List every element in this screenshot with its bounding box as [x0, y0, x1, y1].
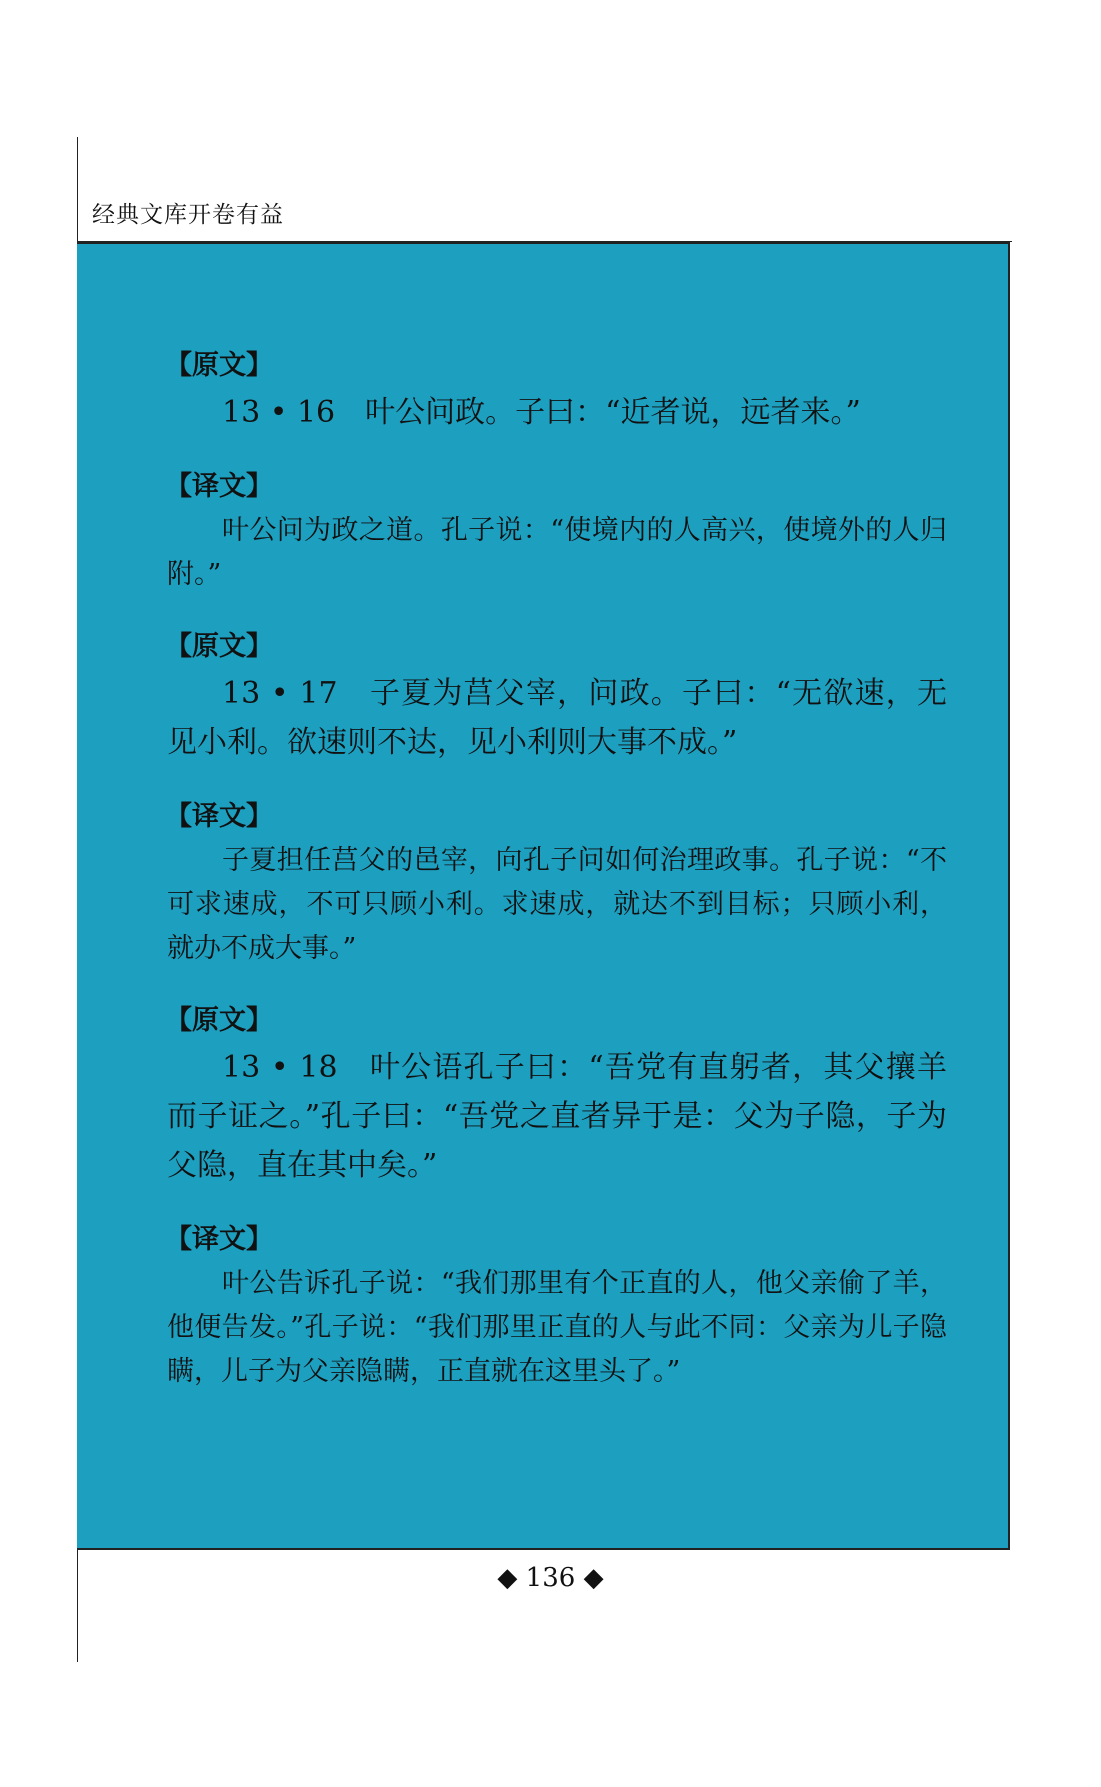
translation-text: 叶公问为政之道。孔子说：“使境内的人高兴，使境外的人归附。” — [167, 515, 947, 590]
original-text: 13 • 16 叶公问政。子曰：“近者说，远者来。” — [222, 395, 861, 430]
original-text: 13 • 17 子夏为莒父宰，问政。子曰：“无欲速，无见小利。欲速则不达，见小利则大事不成。” — [167, 676, 947, 760]
translation-text: 子夏担任莒父的邑宰，向孔子问如何治理政事。孔子说：“不可求速成，不可只顾小利。求速成，就达不到目标；只顾小利，就办不成大事。” — [167, 845, 947, 964]
running-header: 经典文库开卷有益 — [92, 202, 284, 228]
translation-label: 【译文】 — [165, 471, 273, 502]
content-body — [167, 344, 947, 1394]
page-number: ◆ 136 ◆ — [497, 1563, 604, 1593]
original-label: 【原文】 — [165, 1005, 273, 1036]
translation-label: 【译文】 — [165, 1224, 273, 1255]
entry-13-18 — [167, 999, 947, 1394]
entry-13-16 — [167, 344, 947, 597]
entry-13-17 — [167, 625, 947, 971]
original-label: 【原文】 — [165, 631, 273, 662]
original-label: 【原文】 — [165, 350, 273, 381]
original-text: 13 • 18 叶公语孔子曰：“吾党有直躬者，其父攘羊而子证之。”孔子曰：“吾党之直者异于是：父为子隐，子为父隐，直在其中矣。” — [167, 1050, 947, 1183]
translation-label: 【译文】 — [165, 801, 273, 832]
content-panel — [77, 242, 1010, 1550]
translation-text: 叶公告诉孔子说：“我们那里有个正直的人，他父亲偷了羊，他便告发。”孔子说：“我们那里正直的人与此不同：父亲为儿子隐瞒，儿子为父亲隐瞒，正直就在这里头了。” — [167, 1268, 947, 1387]
